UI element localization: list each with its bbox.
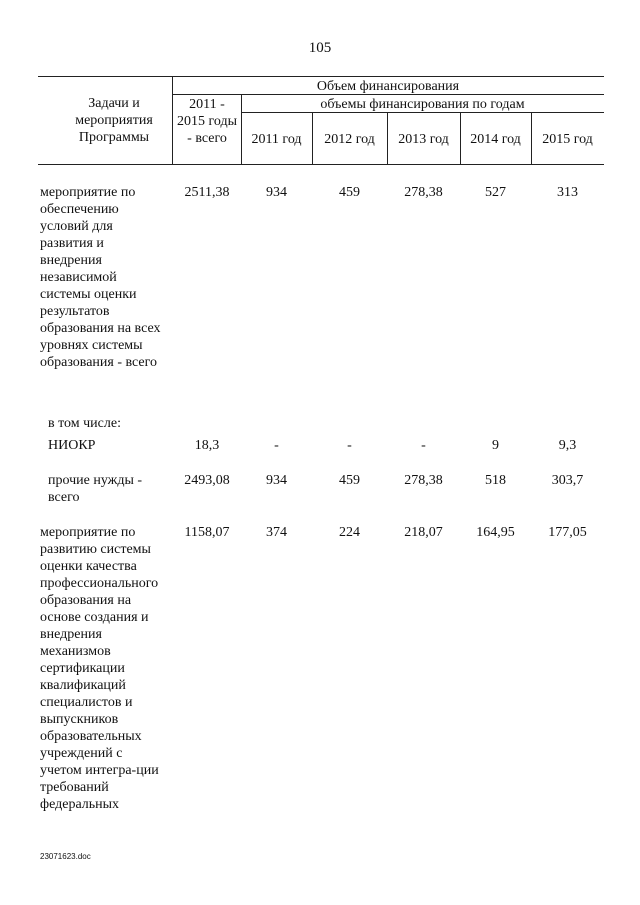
row-niokr-2011: -: [274, 438, 279, 453]
row-other-needs-label: прочие нужды - всего: [48, 473, 143, 505]
row-1-2015: 313: [557, 185, 578, 200]
header-tasks-column: Задачи и мероприятия Программы: [75, 96, 153, 145]
row-2-label: мероприятие по развитию системы оценки качества профессионального образования на основе создания и внедрения механизмов сертификации квалификаций специалистов и выпускников образовательных учреждений с учетом интегра-ции требований федеральных: [40, 525, 159, 812]
table-top-border: [38, 76, 604, 77]
header-funding-volume: Объем финансирования: [316, 79, 460, 94]
header-year-2012: 2012 год: [324, 132, 375, 147]
row-niokr-2015: 9,3: [558, 438, 577, 453]
row-including-label: в том числе:: [48, 416, 121, 431]
document-filename: 23071623.doc: [40, 852, 91, 861]
row-other-needs-2014: 518: [485, 473, 506, 488]
header-year-2014: 2014 год: [470, 132, 521, 147]
row-niokr-2013: -: [421, 438, 426, 453]
row-1-2014: 527: [485, 185, 506, 200]
header-year-2013: 2013 год: [398, 132, 449, 147]
header-total-column: 2011 - 2015 годы - всего: [176, 97, 238, 146]
header-year-2011: 2011 год: [251, 132, 302, 147]
row-1-2013: 278,38: [404, 185, 443, 200]
row-niokr-2012: -: [347, 438, 352, 453]
row-2-2013: 218,07: [404, 525, 443, 540]
row-other-needs-total: 2493,08: [184, 473, 230, 488]
row-2-2012: 224: [339, 525, 360, 540]
row-2-2015: 177,05: [548, 525, 587, 540]
row-niokr-label: НИОКР: [48, 438, 96, 453]
header-funding-by-years: объемы финансирования по годам: [320, 97, 525, 112]
row-niokr-2014: 9: [492, 438, 499, 453]
page-number: 105: [308, 40, 332, 56]
row-1-2011: 934: [266, 185, 287, 200]
row-niokr-total: 18,3: [194, 438, 220, 453]
row-other-needs-2015: 303,7: [551, 473, 584, 488]
row-2-2011: 374: [266, 525, 287, 540]
row-1-2012: 459: [339, 185, 360, 200]
table-header-bottom-border: [38, 164, 604, 165]
row-other-needs-2011: 934: [266, 473, 287, 488]
row-1-label: мероприятие по обеспечению условий для развития и внедрения независимой системы оценки результатов образования на всех уровнях системы образования - всего: [40, 185, 161, 370]
row-other-needs-2012: 459: [339, 473, 360, 488]
row-2-2014: 164,95: [476, 525, 515, 540]
header-year-2015: 2015 год: [542, 132, 593, 147]
row-2-total: 1158,07: [184, 525, 230, 540]
row-1-total: 2511,38: [184, 185, 230, 200]
row-other-needs-2013: 278,38: [404, 473, 443, 488]
